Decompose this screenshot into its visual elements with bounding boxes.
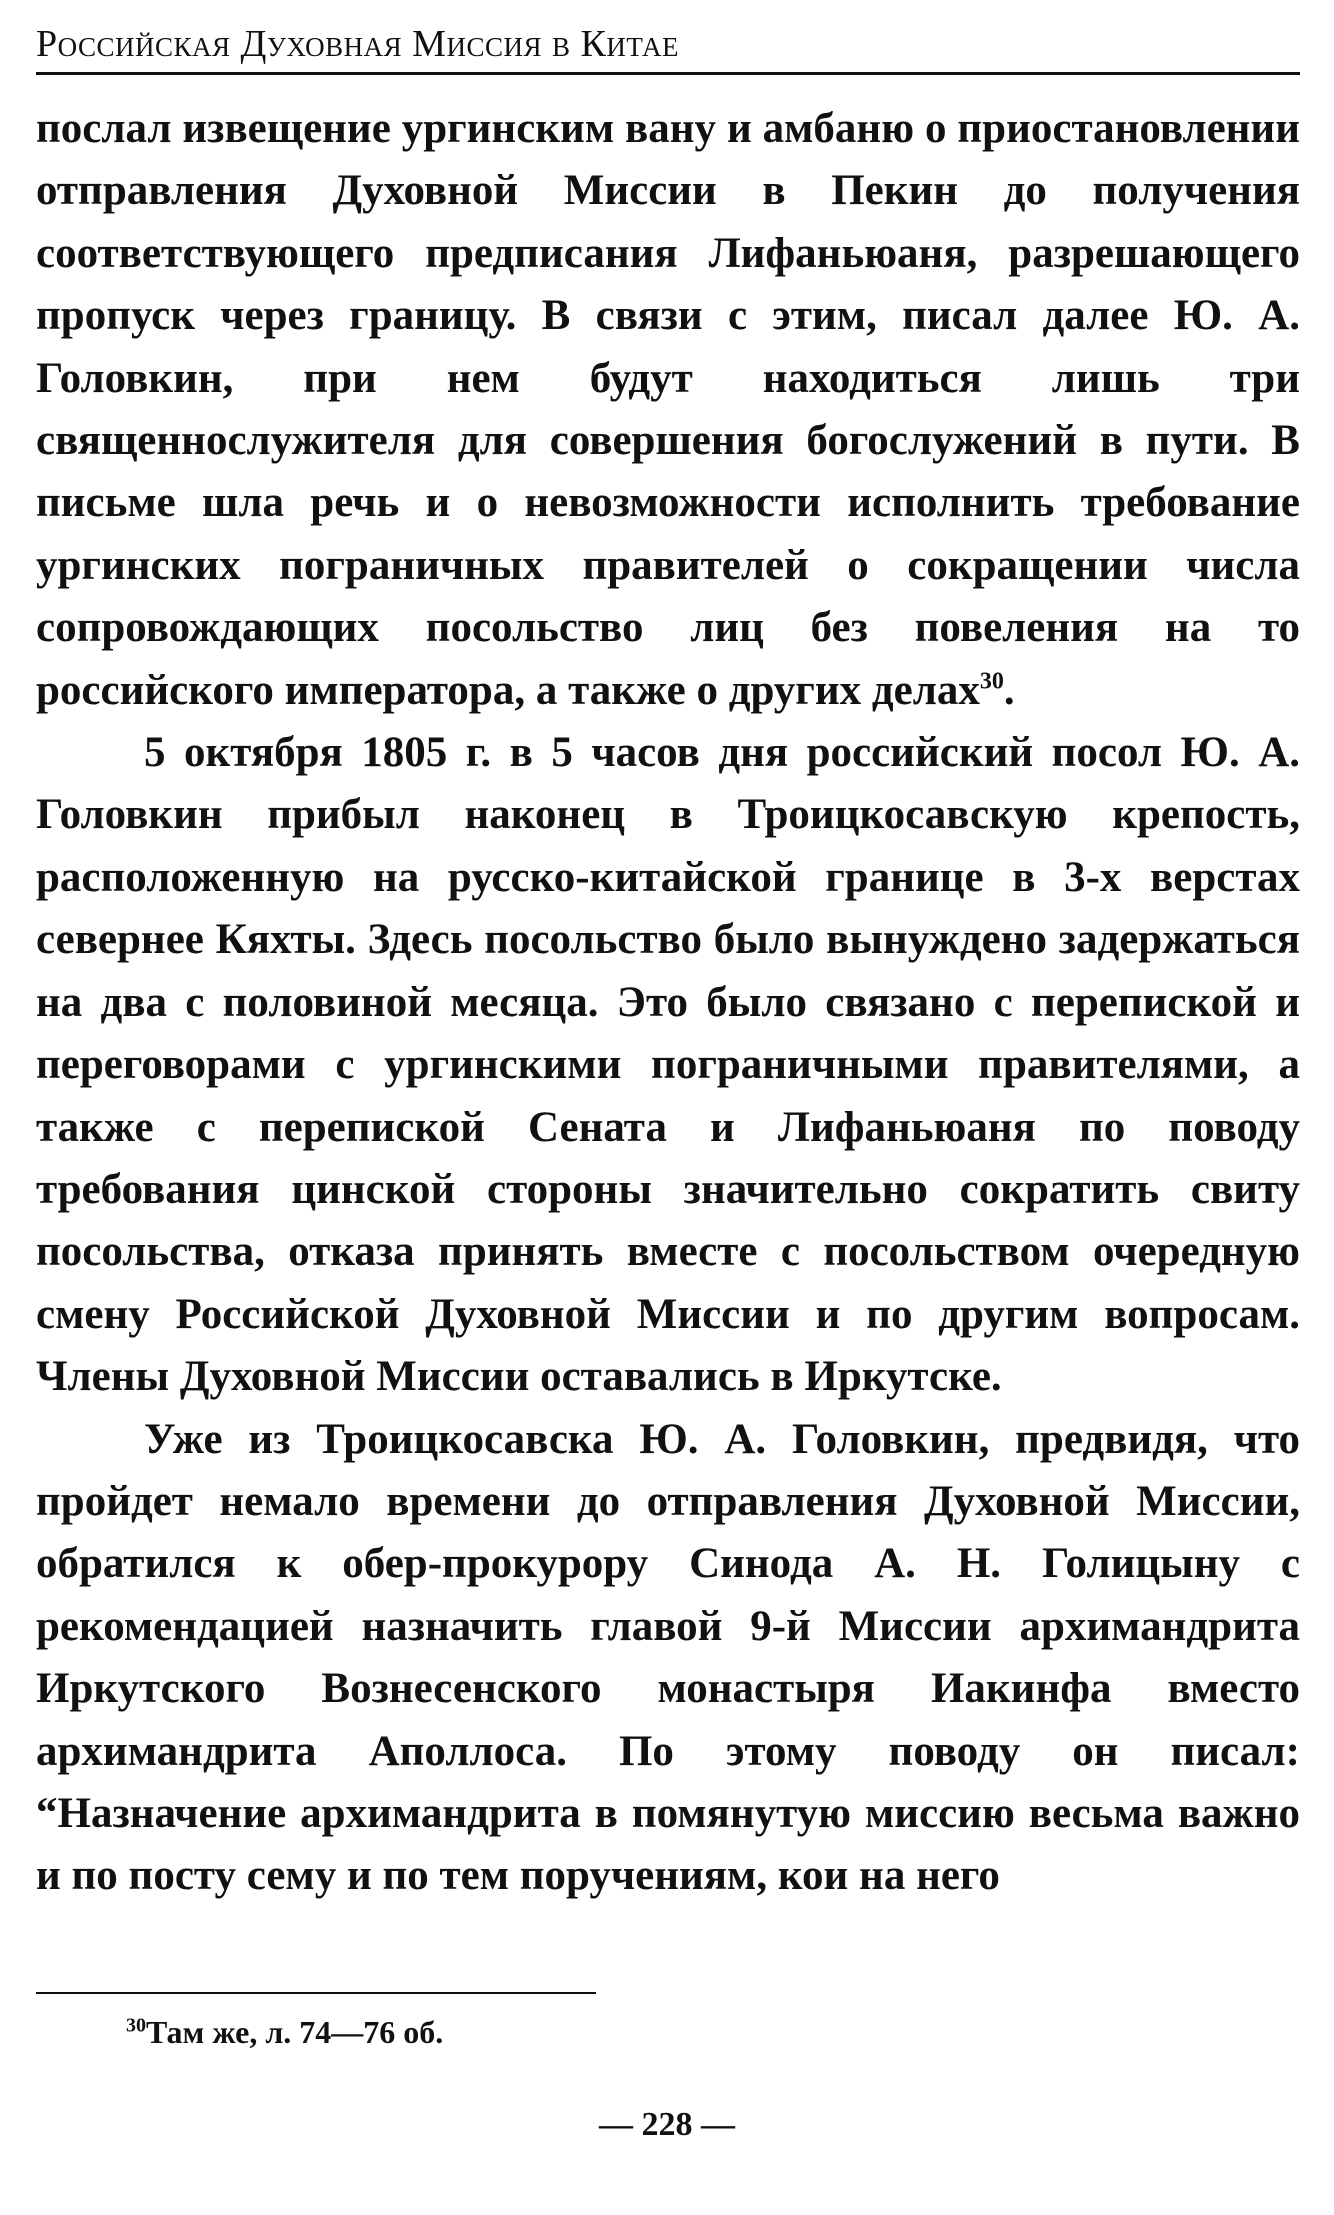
paragraph-1-text: послал извещение ургинским вану и амбаню о приостановлении отправления Духовной Миссии в Пекин до получения соответствующего предписания Лифаньюаня, разрешающего пропуск через границу. В связи с этим, писал далее Ю. А. Головкин, при нем будут находиться лишь три священнослужителя для совершения богослужений в пути. В письме шла речь и о невозможности исполнить требование ургинских пограничных правителей о сокращении числа сопровождающих посольство лиц без повеления на то российского императора, а также о других делах [36,105,1300,714]
paragraph-1-end: . [1003,666,1015,714]
running-header: Российская Духовная Миссия в Китае [36,23,679,65]
footnote [126,2012,443,2052]
footnote-rule [36,1992,596,1994]
footnote-number: 30 [126,2014,146,2037]
page-number: — 228 — [599,2106,735,2143]
paragraph-1 [36,98,1300,722]
paragraph-3: Уже из Троицкосавска Ю. А. Головкин, предвидя, что пройдет немало времени до отправления Духовной Миссии, обратился к обер-прокурору Синода А. Н. Голицыну с рекомендацией назначить главой 9-й Миссии архимандрита Иркутского Вознесенского монастыря Иакинфа вместо архимандрита Аполлоса. По этому поводу он писал: “Назначение архимандрита в помянутую миссию весьма важно и по посту сему и по тем поручениям, кои на него [36,1415,1300,1900]
paragraph-2: 5 октября 1805 г. в 5 часов дня российский посол Ю. А. Головкин прибыл наконец в Троицкосавскую крепость, расположенную на русско-китайской границе в 3-х верстах севернее Кяхты. Здесь посольство было вынуждено задержаться на два с половиной месяца. Это было связано с перепиской и переговорами с ургинскими пограничными правителями, а также с перепиской Сената и Лифаньюаня по поводу требования цинской стороны значительно сократить свиту посольства, отказа принять вместе с посольством очередную смену Российской Духовной Миссии и по другим вопросам. Члены Духовной Миссии оставались в Иркутске. [36,729,1300,1401]
footnote-text: Там же, л. 74—76 об. [146,2014,444,2050]
footnote-ref-30[interactable]: 30 [979,668,1004,695]
header-rule [36,72,1300,75]
main-text [36,98,1300,1908]
